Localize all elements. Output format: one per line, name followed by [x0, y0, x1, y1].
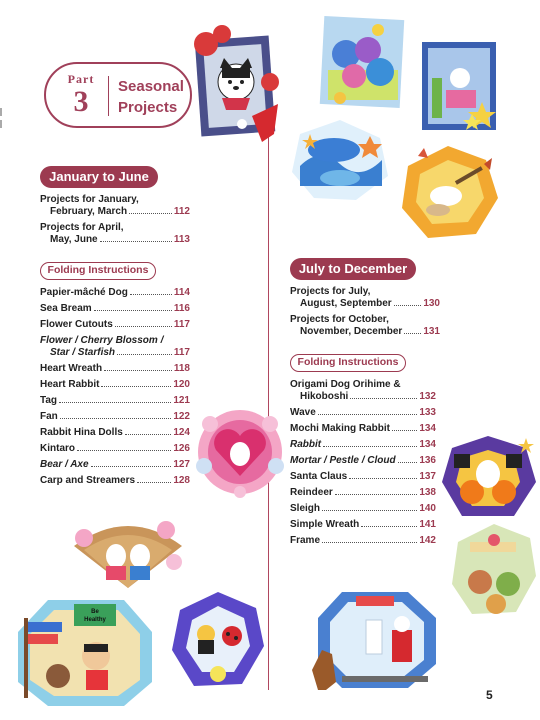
whale-wave-wreath-art	[290, 116, 390, 202]
toc-entry[interactable]: Heart Rabbit 120	[40, 379, 190, 390]
part-title	[118, 76, 184, 118]
insect-flower-wreath-art	[170, 590, 266, 690]
halloween-wreath-art	[440, 434, 536, 518]
heart-wreath-art	[192, 406, 288, 498]
section-folding-instructions-left[interactable]: Folding Instructions	[40, 262, 156, 280]
toc-entry[interactable]: Projects for April, May, June 113	[40, 222, 190, 245]
page-ref: 137	[419, 471, 436, 482]
page-ref: 132	[419, 391, 436, 402]
toc-entry[interactable]: Projects for January, February, March 112	[40, 194, 190, 217]
page-ref: 141	[419, 519, 436, 530]
page-ref: 142	[419, 535, 436, 546]
toc-entry[interactable]: Projects for October, November, December 131	[290, 314, 440, 337]
snail-flowers-art	[318, 14, 406, 110]
toc-entry[interactable]: Bear / Axe 127	[40, 459, 190, 470]
toc-entry[interactable]: Wave 133	[290, 407, 436, 418]
part-title-line2: Projects	[118, 99, 178, 116]
toc-entry[interactable]: Heart Wreath 118	[40, 363, 190, 374]
page-ref: 131	[423, 326, 440, 337]
page-ref: 140	[419, 503, 436, 514]
toc-entry[interactable]: Santa Claus 137	[290, 471, 436, 482]
toc-entry[interactable]: Frame 142	[290, 535, 436, 546]
section-january-to-june[interactable]: January to June	[40, 166, 158, 188]
page-ref: 121	[173, 395, 190, 406]
part-number: 3	[73, 85, 89, 118]
toc-entry[interactable]: Simple Wreath 141	[290, 519, 436, 530]
toc-entry[interactable]: Projects for July, August, September 130	[290, 286, 440, 309]
santa-reindeer-sleigh-art	[312, 590, 442, 692]
cat-lantern-frame-art	[420, 38, 500, 134]
kintaro-carp-frame-art	[14, 598, 154, 708]
part-title-line1: Seasonal	[118, 78, 184, 95]
toc-entry[interactable]: Papier-mâché Dog 114	[40, 287, 190, 298]
page-ref: 116	[173, 303, 190, 314]
page-ref: 138	[419, 487, 436, 498]
toc-entry[interactable]: Reindeer 138	[290, 487, 436, 498]
section-folding-instructions-right[interactable]: Folding Instructions	[290, 354, 406, 372]
rabbit-hina-fan-art	[70, 516, 186, 592]
badge-separator	[108, 76, 109, 116]
be-healthy-line2: Healthy	[84, 617, 106, 623]
page-ref: 134	[419, 423, 436, 434]
page-ref: 122	[173, 411, 190, 422]
part-word: Part	[67, 72, 95, 86]
page-ref: 124	[173, 427, 190, 438]
page-ref: 113	[173, 234, 190, 245]
toc-entry[interactable]: Flower Cutouts 117	[40, 319, 190, 330]
page-ref: 126	[173, 443, 190, 454]
toc-entry[interactable]: Sleigh 140	[290, 503, 436, 514]
page-ref: 128	[173, 475, 190, 486]
part-badge	[44, 62, 192, 128]
toc-entry[interactable]: Mortar / Pestle / Cloud 136	[290, 455, 436, 466]
page-ref: 117	[173, 319, 190, 330]
toc-entry[interactable]: Rabbit Hina Dolls 124	[40, 427, 190, 438]
toc-entry[interactable]: Rabbit 134	[290, 439, 436, 450]
owl-wreath-art	[450, 522, 536, 618]
section-july-to-december[interactable]: July to December	[290, 258, 416, 280]
page-ref: 112	[173, 206, 190, 217]
page-ref: 127	[173, 459, 190, 470]
toc-entry[interactable]: Kintaro 126	[40, 443, 190, 454]
page-ref: 120	[173, 379, 190, 390]
papier-mache-dog-frame-art	[192, 24, 284, 144]
page-number: 5	[486, 688, 493, 702]
page-ref: 117	[173, 347, 190, 358]
center-divider	[268, 90, 269, 690]
page-ref: 134	[419, 439, 436, 450]
page-ref: 114	[173, 287, 190, 298]
page-ref: 136	[419, 455, 436, 466]
page-ref: 130	[423, 298, 440, 309]
toc-entry[interactable]: Sea Bream 116	[40, 303, 190, 314]
toc-entry[interactable]: Mochi Making Rabbit 134	[290, 423, 436, 434]
be-healthy-line1: Be	[91, 609, 99, 615]
toc-entry[interactable]: Carp and Streamers 128	[40, 475, 190, 486]
crop-marks	[0, 108, 2, 138]
toc-entry[interactable]: Fan 122	[40, 411, 190, 422]
toc-entry[interactable]: Flower / Cherry Blossom / Star / Starfish 117	[40, 335, 190, 358]
page-ref: 133	[419, 407, 436, 418]
page-ref: 118	[173, 363, 190, 374]
toc-entry[interactable]: Origami Dog Orihime & Hikoboshi 132	[290, 379, 436, 402]
toc-entry[interactable]: Tag 121	[40, 395, 190, 406]
autumn-mochi-wreath-art	[398, 142, 500, 242]
